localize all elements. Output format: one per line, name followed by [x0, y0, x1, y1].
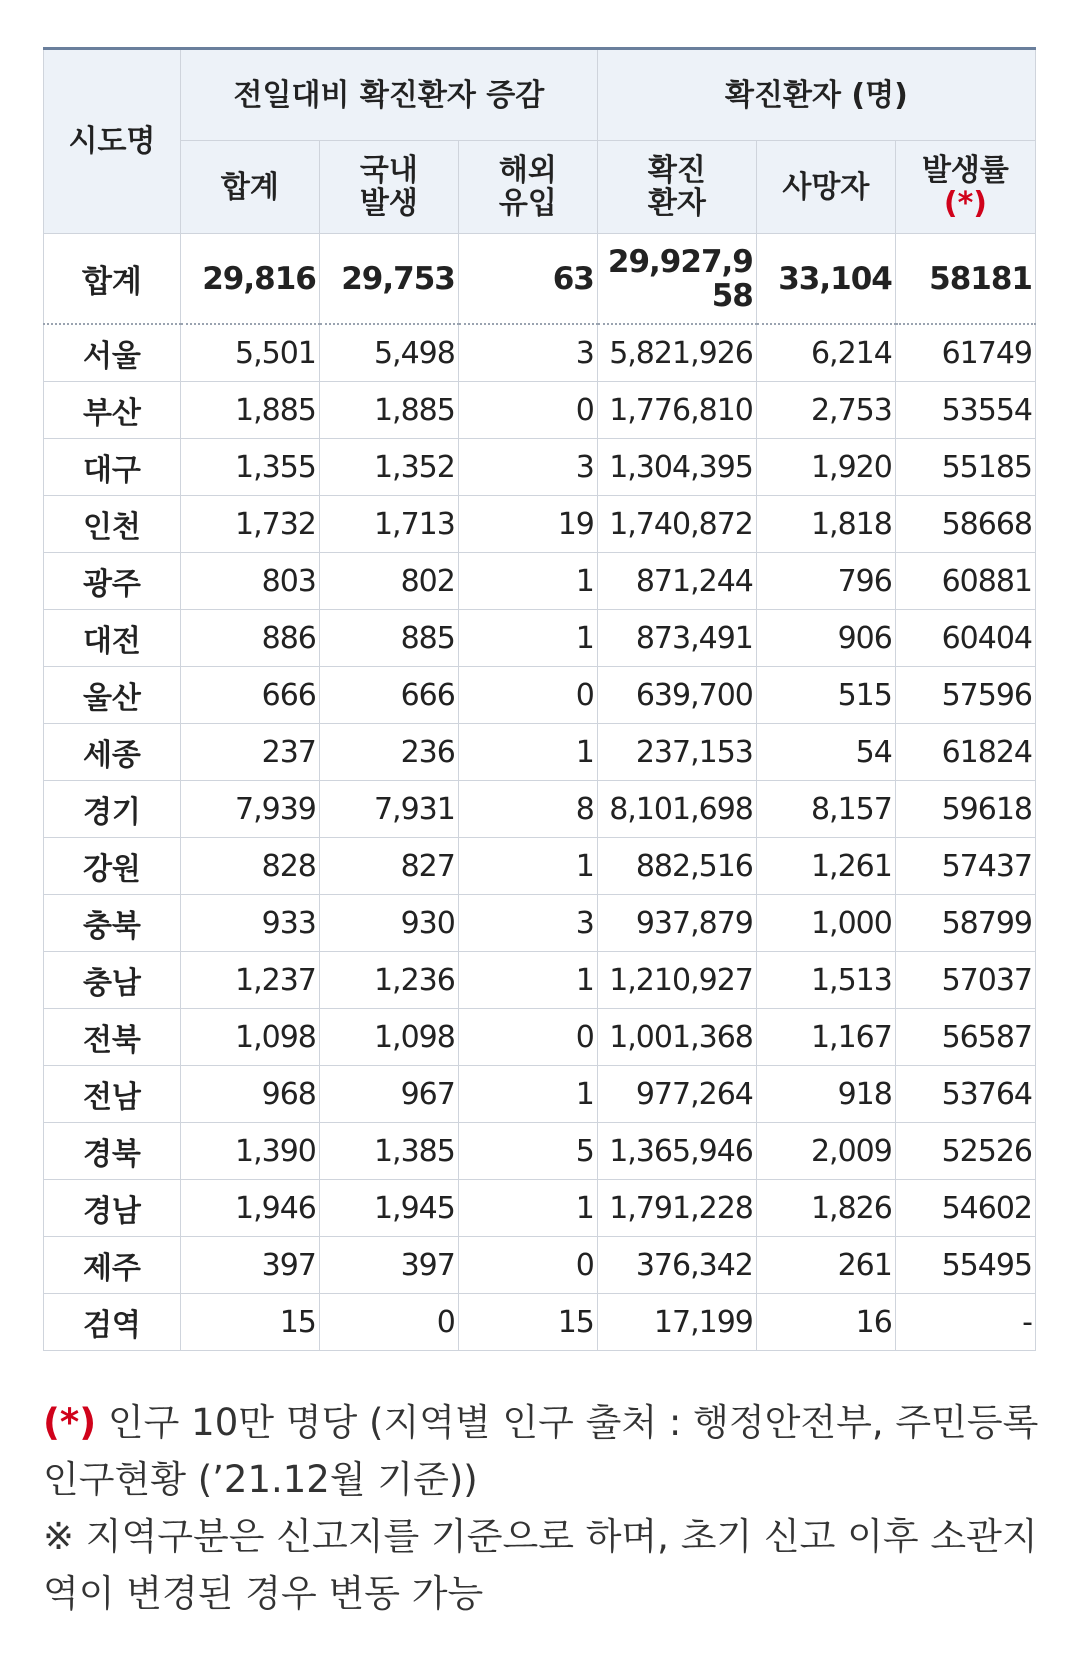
region-cell: 서울 — [44, 324, 181, 382]
total-cell: 1,237 — [180, 952, 319, 1009]
region-cell: 전남 — [44, 1066, 181, 1123]
rate-footnote-marker: (*) — [943, 186, 987, 221]
deaths-cell: 1,167 — [756, 1009, 895, 1066]
region-cell: 대구 — [44, 439, 181, 496]
header-total: 합계 — [180, 141, 319, 234]
overseas-cell: 0 — [458, 667, 597, 724]
header-region: 시도명 — [44, 49, 181, 234]
deaths-cell: 1,513 — [756, 952, 895, 1009]
table-row — [44, 1123, 1036, 1180]
confirmed-cell: 1,001,368 — [597, 1009, 756, 1066]
region-cell: 울산 — [44, 667, 181, 724]
confirmed-cell: 639,700 — [597, 667, 756, 724]
deaths-cell: 1,826 — [756, 1180, 895, 1237]
confirmed-cell: 873,491 — [597, 610, 756, 667]
region-cell: 충남 — [44, 952, 181, 1009]
rate-cell: 60404 — [895, 610, 1035, 667]
overseas-cell: 8 — [458, 781, 597, 838]
deaths-cell: 33,104 — [756, 234, 895, 325]
footnote-region-note: ※ 지역구분은 신고지를 기준으로 하며, 초기 신고 이후 소관지역이 변경된 경우 변동 가능 — [43, 1515, 1038, 1615]
header-group-confirmed: 확진환자 (명) — [597, 49, 1035, 141]
rate-cell: 57437 — [895, 838, 1035, 895]
overseas-cell: 19 — [458, 496, 597, 553]
region-cell: 경북 — [44, 1123, 181, 1180]
domestic-cell: 5,498 — [319, 324, 458, 382]
total-cell: 237 — [180, 724, 319, 781]
domestic-cell: 827 — [319, 838, 458, 895]
header-domestic: 국내 발생 — [319, 141, 458, 234]
region-cell: 광주 — [44, 553, 181, 610]
header-rate — [895, 141, 1035, 234]
deaths-cell: 2,753 — [756, 382, 895, 439]
overseas-cell: 1 — [458, 838, 597, 895]
header-overseas: 해외 유입 — [458, 141, 597, 234]
deaths-cell: 16 — [756, 1294, 895, 1351]
table-row — [44, 496, 1036, 553]
total-cell: 933 — [180, 895, 319, 952]
rate-cell: 55185 — [895, 439, 1035, 496]
table-row — [44, 781, 1036, 838]
overseas-cell: 1 — [458, 1066, 597, 1123]
region-cell: 전북 — [44, 1009, 181, 1066]
deaths-cell: 918 — [756, 1066, 895, 1123]
table-row — [44, 1294, 1036, 1351]
table-row — [44, 952, 1036, 1009]
header-group-daily-change: 전일대비 확진환자 증감 — [180, 49, 597, 141]
overseas-cell: 3 — [458, 439, 597, 496]
rate-cell: 58181 — [895, 234, 1035, 325]
table-row — [44, 838, 1036, 895]
rate-cell: 59618 — [895, 781, 1035, 838]
footnote-marker: (*) — [43, 1401, 97, 1444]
domestic-cell: 1,098 — [319, 1009, 458, 1066]
deaths-cell: 6,214 — [756, 324, 895, 382]
rate-cell: 53554 — [895, 382, 1035, 439]
total-cell: 1,885 — [180, 382, 319, 439]
total-cell: 968 — [180, 1066, 319, 1123]
confirmed-cell: 1,365,946 — [597, 1123, 756, 1180]
rate-cell: 61749 — [895, 324, 1035, 382]
total-cell: 666 — [180, 667, 319, 724]
deaths-cell: 1,818 — [756, 496, 895, 553]
footnotes — [43, 1394, 1043, 1622]
region-cell: 합계 — [44, 234, 181, 325]
region-cell: 경남 — [44, 1180, 181, 1237]
domestic-cell: 1,236 — [319, 952, 458, 1009]
deaths-cell: 515 — [756, 667, 895, 724]
overseas-cell: 1 — [458, 724, 597, 781]
domestic-cell: 1,885 — [319, 382, 458, 439]
rate-cell: 54602 — [895, 1180, 1035, 1237]
table-row — [44, 1237, 1036, 1294]
total-cell: 1,732 — [180, 496, 319, 553]
confirmed-cell: 1,776,810 — [597, 382, 756, 439]
overseas-cell: 1 — [458, 952, 597, 1009]
table-row — [44, 382, 1036, 439]
deaths-cell: 796 — [756, 553, 895, 610]
confirmed-cell: 1,210,927 — [597, 952, 756, 1009]
deaths-cell: 54 — [756, 724, 895, 781]
confirmed-cell: 237,153 — [597, 724, 756, 781]
region-cell: 충북 — [44, 895, 181, 952]
confirmed-cell: 29,927,958 — [597, 234, 756, 325]
region-cell: 검역 — [44, 1294, 181, 1351]
confirmed-cell: 977,264 — [597, 1066, 756, 1123]
table-row — [44, 1180, 1036, 1237]
table-row — [44, 667, 1036, 724]
covid-stats-table — [43, 47, 1036, 1351]
domestic-cell: 397 — [319, 1237, 458, 1294]
confirmed-cell: 376,342 — [597, 1237, 756, 1294]
table-row — [44, 895, 1036, 952]
region-cell: 경기 — [44, 781, 181, 838]
confirmed-cell: 1,791,228 — [597, 1180, 756, 1237]
confirmed-cell: 1,304,395 — [597, 439, 756, 496]
total-cell: 1,390 — [180, 1123, 319, 1180]
total-cell: 1,355 — [180, 439, 319, 496]
domestic-cell: 7,931 — [319, 781, 458, 838]
rate-cell: 52526 — [895, 1123, 1035, 1180]
deaths-cell: 1,000 — [756, 895, 895, 952]
region-cell: 인천 — [44, 496, 181, 553]
overseas-cell: 1 — [458, 610, 597, 667]
domestic-cell: 0 — [319, 1294, 458, 1351]
overseas-cell: 3 — [458, 324, 597, 382]
table-row — [44, 553, 1036, 610]
deaths-cell: 1,920 — [756, 439, 895, 496]
rate-cell: 57596 — [895, 667, 1035, 724]
domestic-cell: 236 — [319, 724, 458, 781]
deaths-cell: 2,009 — [756, 1123, 895, 1180]
total-cell: 828 — [180, 838, 319, 895]
overseas-cell: 3 — [458, 895, 597, 952]
rate-cell: 60881 — [895, 553, 1035, 610]
confirmed-cell: 17,199 — [597, 1294, 756, 1351]
confirmed-cell: 871,244 — [597, 553, 756, 610]
region-cell: 제주 — [44, 1237, 181, 1294]
confirmed-cell: 5,821,926 — [597, 324, 756, 382]
deaths-cell: 906 — [756, 610, 895, 667]
domestic-cell: 29,753 — [319, 234, 458, 325]
region-cell: 부산 — [44, 382, 181, 439]
overseas-cell: 63 — [458, 234, 597, 325]
overseas-cell: 5 — [458, 1123, 597, 1180]
header-rate-label: 발생률 — [921, 153, 1009, 188]
region-cell: 강원 — [44, 838, 181, 895]
overseas-cell: 0 — [458, 382, 597, 439]
total-cell: 1,098 — [180, 1009, 319, 1066]
overseas-cell: 1 — [458, 553, 597, 610]
region-cell: 대전 — [44, 610, 181, 667]
table-row — [44, 1009, 1036, 1066]
rate-cell: 53764 — [895, 1066, 1035, 1123]
total-cell: 7,939 — [180, 781, 319, 838]
total-cell: 29,816 — [180, 234, 319, 325]
overseas-cell: 15 — [458, 1294, 597, 1351]
table-row — [44, 324, 1036, 382]
domestic-cell: 1,385 — [319, 1123, 458, 1180]
rate-cell: 57037 — [895, 952, 1035, 1009]
confirmed-cell: 937,879 — [597, 895, 756, 952]
domestic-cell: 802 — [319, 553, 458, 610]
domestic-cell: 885 — [319, 610, 458, 667]
deaths-cell: 261 — [756, 1237, 895, 1294]
overseas-cell: 0 — [458, 1009, 597, 1066]
domestic-cell: 1,713 — [319, 496, 458, 553]
rate-cell: - — [895, 1294, 1035, 1351]
domestic-cell: 967 — [319, 1066, 458, 1123]
rate-cell: 58668 — [895, 496, 1035, 553]
domestic-cell: 1,945 — [319, 1180, 458, 1237]
total-cell: 886 — [180, 610, 319, 667]
footnote-population — [43, 1394, 1043, 1508]
rate-cell: 58799 — [895, 895, 1035, 952]
total-cell: 5,501 — [180, 324, 319, 382]
table-row — [44, 610, 1036, 667]
total-cell: 1,946 — [180, 1180, 319, 1237]
total-cell: 15 — [180, 1294, 319, 1351]
confirmed-cell: 8,101,698 — [597, 781, 756, 838]
header-confirmed: 확진 환자 — [597, 141, 756, 234]
footnote-population-text: 인구 10만 명당 (지역별 인구 출처 : 행정안전부, 주민등록인구현황 (’21.12월 기준)) — [43, 1401, 1039, 1501]
region-cell: 세종 — [44, 724, 181, 781]
total-cell: 803 — [180, 553, 319, 610]
confirmed-cell: 882,516 — [597, 838, 756, 895]
overseas-cell: 1 — [458, 1180, 597, 1237]
rate-cell: 55495 — [895, 1237, 1035, 1294]
deaths-cell: 8,157 — [756, 781, 895, 838]
total-cell: 397 — [180, 1237, 319, 1294]
table-row — [44, 439, 1036, 496]
confirmed-cell: 1,740,872 — [597, 496, 756, 553]
total-row — [44, 234, 1036, 325]
domestic-cell: 930 — [319, 895, 458, 952]
header-deaths: 사망자 — [756, 141, 895, 234]
domestic-cell: 1,352 — [319, 439, 458, 496]
rate-cell: 56587 — [895, 1009, 1035, 1066]
overseas-cell: 0 — [458, 1237, 597, 1294]
deaths-cell: 1,261 — [756, 838, 895, 895]
domestic-cell: 666 — [319, 667, 458, 724]
rate-cell: 61824 — [895, 724, 1035, 781]
table-row — [44, 724, 1036, 781]
table-row — [44, 1066, 1036, 1123]
